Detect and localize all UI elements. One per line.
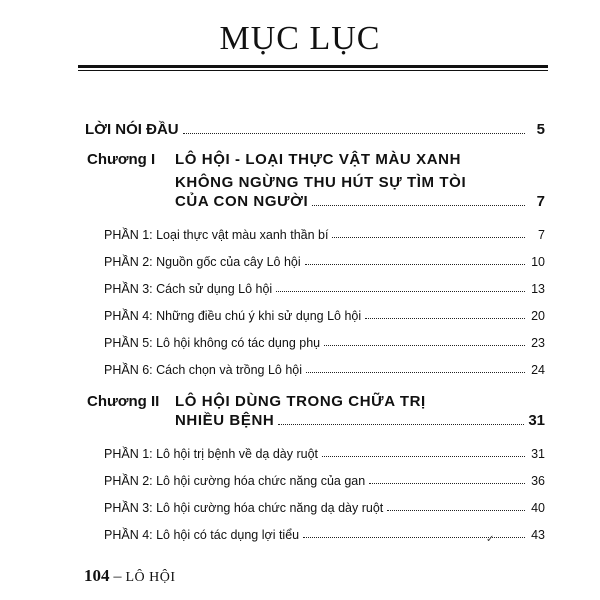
toc-entry-part[interactable] bbox=[104, 491, 545, 515]
toc-entry-label: PHẦN 1: Lô hội trị bệnh về dạ dày ruột bbox=[104, 447, 319, 461]
toc-entry-chapter-2[interactable] bbox=[175, 405, 545, 429]
toc-entry-label: PHẦN 4: Những điều chú ý khi sử dụng Lô hội bbox=[104, 309, 362, 323]
toc-entry-label: PHẦN 5: Lô hội không có tác dụng phụ bbox=[104, 336, 321, 350]
toc-entry-page: 20 bbox=[531, 309, 545, 323]
toc-entry-page: 31 bbox=[528, 412, 545, 429]
toc-entry-label: PHẦN 2: Lô hội cường hóa chức năng của gan bbox=[104, 474, 366, 488]
page-title: MỤC LỤC bbox=[219, 20, 381, 57]
dot-leader bbox=[369, 482, 525, 484]
dot-leader bbox=[324, 344, 525, 346]
chapter-title-line: KHÔNG NGỪNG THU HÚT SỰ TÌM TÒI bbox=[175, 174, 467, 191]
toc-entry-part[interactable] bbox=[104, 353, 545, 377]
corner-mark-icon: ✓ bbox=[486, 534, 495, 545]
toc-entry-page: 5 bbox=[536, 121, 545, 138]
chapter-label: Chương I bbox=[87, 151, 156, 168]
chapter-label: Chương II bbox=[87, 393, 160, 410]
toc-entry-label: PHẦN 4: Lô hội có tác dụng lợi tiểu bbox=[104, 528, 300, 542]
toc-entry-part[interactable] bbox=[104, 218, 545, 242]
toc-entry-page: 7 bbox=[538, 228, 545, 242]
toc-entry-part[interactable] bbox=[104, 464, 545, 488]
dot-leader bbox=[306, 371, 525, 373]
toc-entry-part[interactable] bbox=[104, 326, 545, 350]
footer-book-title: LÔ HỘI bbox=[125, 570, 176, 585]
title-rule-thin bbox=[78, 70, 548, 71]
toc-entry-label: PHẦN 2: Nguồn gốc của cây Lô hội bbox=[104, 255, 301, 269]
dot-leader bbox=[322, 455, 525, 457]
page-footer bbox=[84, 566, 176, 586]
chapter-title-line: NHIỀU BỆNH bbox=[175, 412, 275, 429]
toc-entry-part[interactable] bbox=[104, 272, 545, 296]
toc-entry-part[interactable] bbox=[104, 299, 545, 323]
toc-entry-label: PHẦN 3: Cách sử dụng Lô hội bbox=[104, 282, 273, 296]
footer-separator: – bbox=[113, 568, 122, 585]
dot-leader bbox=[305, 263, 525, 265]
dot-leader bbox=[332, 236, 525, 238]
toc-entry-page: 43 bbox=[531, 528, 545, 542]
dot-leader bbox=[387, 509, 525, 511]
toc-entry-page: 36 bbox=[531, 474, 545, 488]
toc-entry-label: LỜI NÓI ĐẦU bbox=[85, 121, 179, 138]
chapter-title-line: LÔ HỘI DÙNG TRONG CHỮA TRỊ bbox=[175, 393, 426, 410]
chapter-title-line: CỦA CON NGƯỜI bbox=[175, 193, 309, 210]
dot-leader bbox=[312, 204, 525, 206]
toc-entry-page: 7 bbox=[536, 193, 545, 210]
toc-entry-page: 10 bbox=[531, 255, 545, 269]
toc-entry-part[interactable] bbox=[104, 437, 545, 461]
toc-entry-label: PHẦN 3: Lô hội cường hóa chức năng dạ dày ruột bbox=[104, 501, 384, 515]
title-rule-thick bbox=[78, 65, 548, 68]
toc-entry-page: 40 bbox=[531, 501, 545, 515]
dot-leader bbox=[183, 132, 525, 134]
toc-entry-page: 24 bbox=[531, 363, 545, 377]
toc-entry-label: PHẦN 1: Loại thực vật màu xanh thần bí bbox=[104, 228, 329, 242]
toc-entry-label: PHẦN 6: Cách chọn và trồng Lô hội bbox=[104, 363, 303, 377]
toc-entry-page: 13 bbox=[531, 282, 545, 296]
dot-leader bbox=[365, 317, 525, 319]
toc-entry-page: 31 bbox=[531, 447, 545, 461]
toc-entry-preface[interactable] bbox=[85, 114, 545, 138]
toc-entry-page: 23 bbox=[531, 336, 545, 350]
chapter-title-line: LÔ HỘI - LOẠI THỰC VẬT MÀU XANH bbox=[175, 151, 462, 168]
toc-entry-part[interactable] bbox=[104, 518, 545, 542]
toc-entry-chapter-1[interactable] bbox=[175, 186, 545, 210]
footer-page-number: 104 bbox=[84, 566, 110, 585]
dot-leader bbox=[278, 423, 524, 425]
toc-entry-part[interactable] bbox=[104, 245, 545, 269]
dot-leader bbox=[276, 290, 525, 292]
